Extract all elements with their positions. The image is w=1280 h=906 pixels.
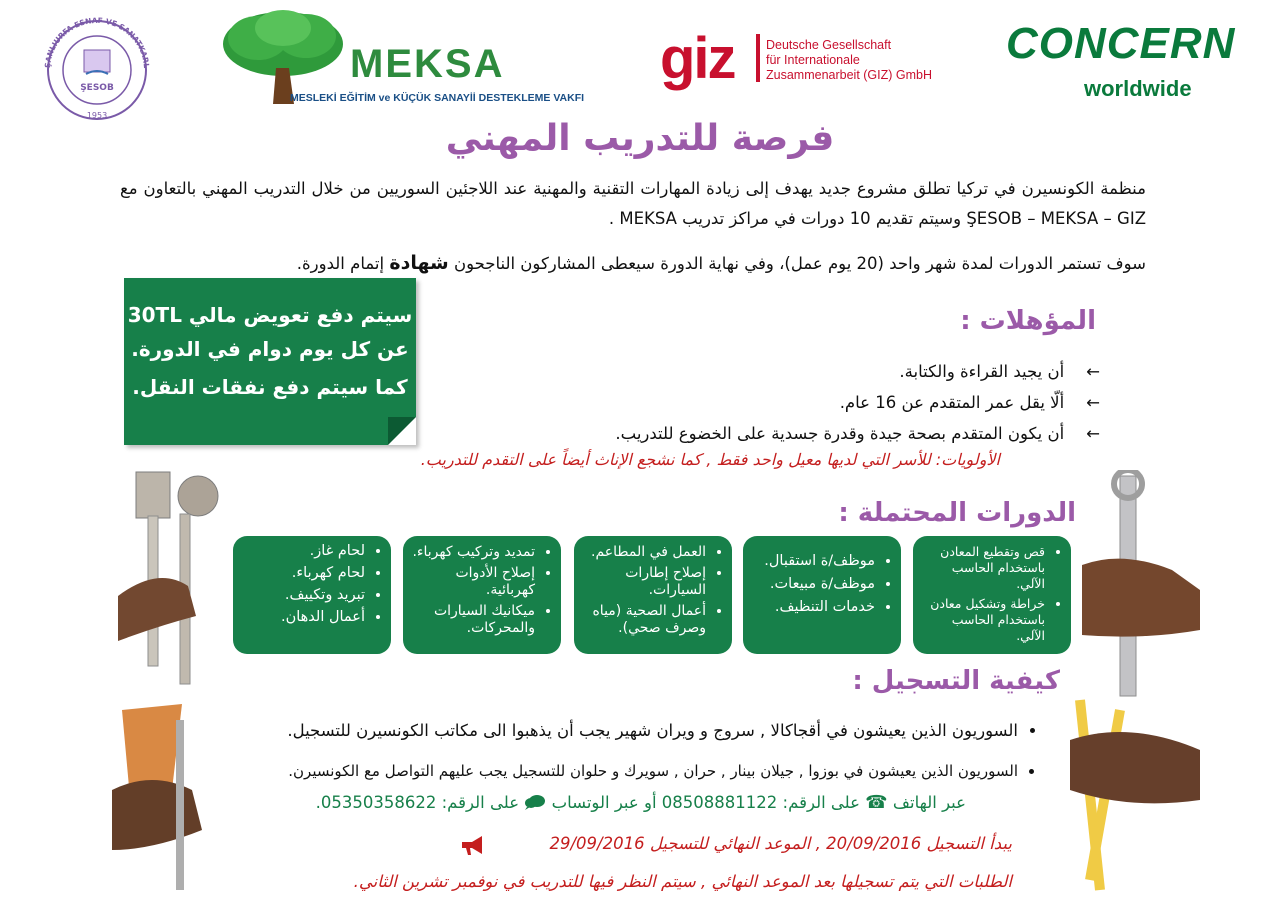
registration-item: • السوريون الذين يعيشون في أقجاكالا , سروج و ويران شهير يجب أن يذهبوا الى مكاتب الكونسيرن للتسجيل. xyxy=(220,716,1018,746)
phone-number[interactable]: 08508881122 xyxy=(661,793,778,812)
registration-list xyxy=(220,716,1040,796)
concern-logo xyxy=(1000,19,1240,104)
concern-subtitle: worldwide xyxy=(1084,76,1192,101)
hand-with-measuring-tape-icon xyxy=(1060,690,1200,900)
qualification-text: ألّا يقل عمر المتقدم عن 16 عام. xyxy=(839,393,1065,412)
course-item: • تبريد وتكييف. xyxy=(241,586,365,604)
course-item: • إصلاح إطارات السيارات. xyxy=(582,565,706,599)
whatsapp-icon xyxy=(524,794,546,810)
compensation-line-3: كما سيتم دفع نفقات النقل. xyxy=(132,375,408,399)
duration-end: إتمام الدورة. xyxy=(296,254,385,273)
meksa-name: MEKSA xyxy=(350,42,505,86)
qualifications-list xyxy=(560,356,1100,449)
duration-text: سوف تستمر الدورات لمدة شهر واحد (20 يوم عمل)، وفي نهاية الدورة سيعطى المشاركون الناجحون xyxy=(453,254,1146,273)
registration-item: • السوريون الذين يعيشون في بوزوا , جيلان بينار , حران , سويرك و حلوان للتسجيل يجب عليهم التواصل مع الكونسيرن. xyxy=(220,756,1018,786)
course-box-services xyxy=(743,536,901,654)
course-item: • خدمات التنظيف. xyxy=(751,598,875,617)
course-item: • أعمال الصحية (مياه وصرف صحي). xyxy=(582,603,706,637)
qualification-item xyxy=(560,387,1100,418)
meksa-logo xyxy=(210,8,600,108)
hand-with-wrench-icon xyxy=(1082,470,1202,710)
folded-corner xyxy=(388,417,416,445)
qualification-text: أن يجيد القراءة والكتابة. xyxy=(899,362,1065,381)
registration-heading: كيفية التسجيل : xyxy=(852,666,1060,696)
course-item: • تمديد وتركيب كهرباء. xyxy=(411,544,535,561)
course-item: • لحام غاز. xyxy=(241,542,365,560)
course-item: • موظف/ة مبيعات. xyxy=(751,575,875,594)
arrow-icon: ← xyxy=(1086,362,1100,381)
arrow-icon: ← xyxy=(1086,424,1100,443)
intro-duration xyxy=(120,248,1146,279)
giz-divider xyxy=(756,34,760,82)
intro-line-2: ŞESOB – MEKSA – GIZ وسيتم تقديم 10 دورات في مراكز تدريب MEKSA . xyxy=(608,209,1146,228)
svg-text:ŞESOB: ŞESOB xyxy=(80,83,114,93)
compensation-box xyxy=(124,278,416,445)
concern-wordmark: CONCERN xyxy=(1006,19,1236,68)
intro xyxy=(120,174,1146,234)
course-item: • قص وتقطيع المعادن باستخدام الحاسب الآلي. xyxy=(921,544,1045,592)
phone-label: عبر الهاتف xyxy=(892,793,966,812)
course-box-restaurant xyxy=(574,536,732,654)
course-item: • إصلاح الأدوات كهربائية. xyxy=(411,565,535,599)
course-item: • لحام كهرباء. xyxy=(241,564,365,582)
course-item: • خراطة وتشكيل معادن باستخدام الحاسب الآلي. xyxy=(921,596,1045,644)
qualification-item xyxy=(560,418,1100,449)
giz-line-3: Zusammenarbeit (GIZ) GmbH xyxy=(766,68,933,82)
contact-line xyxy=(270,792,966,813)
hand-with-leather-icon xyxy=(112,700,222,900)
intro-line-1: منظمة الكونسيرن في تركيا تطلق مشروع جديد يهدف إلى زيادة المهارات التقنية والمهنية عند اللاجئين السوريين من خلال التدريب المهني بالتعاون مع xyxy=(120,179,1146,198)
late-applications-note: الطلبات التي يتم تسجيلها بعد الموعد النهائي , سيتم النظر فيها للتدريب في نوفمبر تشرين الثاني. xyxy=(353,872,1012,891)
whatsapp-number[interactable]: 05350358622. xyxy=(315,793,437,812)
hand-with-tools-icon xyxy=(118,466,238,696)
qualification-item xyxy=(560,356,1100,387)
giz-line-1: Deutsche Gesellschaft xyxy=(766,38,892,52)
svg-text:ŞANLIURFA ESNAF VE SANATKARLAR: ŞANLIURFA ESNAF VE SANATKARL xyxy=(42,15,152,69)
course-item: • العمل في المطاعم. xyxy=(582,544,706,561)
compensation-line-2: عن كل يوم دوام في الدورة. xyxy=(131,337,409,361)
certificate-word: شهادة xyxy=(389,252,449,274)
course-box-metal xyxy=(913,536,1071,654)
phone-prefix: على الرقم: xyxy=(782,793,860,812)
priority-note: الأولويات: للأسر التي لديها معيل واحد فقط , كما نشجع الإناث أيضاً على التقدم للتدريب. xyxy=(420,450,1000,469)
qualifications-heading: المؤهلات : xyxy=(960,306,1096,336)
courses-heading: الدورات المحتملة : xyxy=(838,498,1076,528)
compensation-line-1: سيتم دفع تعويض مالي 30TL xyxy=(127,303,413,327)
registration-dates: يبدأ التسجيل 20/09/2016 , الموعد النهائي للتسجيل 29/09/2016 xyxy=(549,834,1012,853)
course-item: • أعمال الدهان. xyxy=(241,608,365,626)
course-box-electric xyxy=(403,536,561,654)
course-box-welding xyxy=(233,536,391,654)
giz-logo xyxy=(660,26,960,91)
whatsapp-prefix: على الرقم: xyxy=(441,793,520,812)
meksa-subtitle: MESLEKİ EĞİTİM ve KÜÇÜK SANAYİİ DESTEKLEME VAKFI xyxy=(290,92,585,104)
page-title: فرصة للتدريب المهني xyxy=(445,118,835,159)
svg-text:1953: 1953 xyxy=(86,111,108,120)
whatsapp-label: أو عبر الوتساب xyxy=(551,793,657,812)
qualification-text: أن يكون المتقدم بصحة جيدة وقدرة جسدية على الخضوع للتدريب. xyxy=(615,424,1065,443)
giz-line-2: für Internationale xyxy=(766,53,860,67)
esob-logo xyxy=(22,12,172,120)
megaphone-icon xyxy=(458,834,488,856)
course-item: • موظف/ة استقبال. xyxy=(751,552,875,571)
giz-wordmark: giz xyxy=(660,26,735,91)
course-item: • ميكانيك السيارات والمحركات. xyxy=(411,603,535,637)
phone-icon: ☎ xyxy=(865,792,888,813)
esob-seal-icon xyxy=(22,12,172,120)
arrow-icon: ← xyxy=(1086,393,1100,412)
